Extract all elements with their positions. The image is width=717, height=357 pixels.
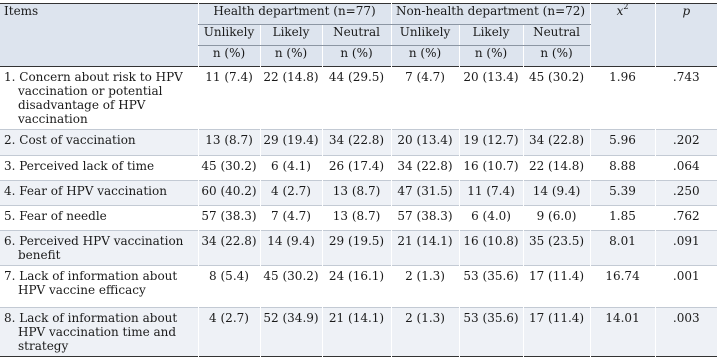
p-value: .743 — [672, 70, 700, 84]
health-unlikely-value: 60 (40.2) — [201, 184, 257, 198]
nonhealth-unlikely-value: 2 (1.3) — [405, 311, 445, 325]
item-label: 4. Fear of HPV vaccination — [0, 181, 198, 206]
health-neutral-value: 24 (16.1) — [328, 269, 385, 283]
health-department-header: Health department (n=77) — [198, 4, 391, 25]
nonhealth-unlikely-header: Unlikely — [391, 25, 459, 46]
non-health-department-header: Non-health department (n=72) — [391, 4, 590, 25]
nonhealth-likely-header: Likely — [459, 25, 523, 46]
nonhealth-neutral-header: Neutral — [523, 25, 590, 46]
chi-square-value: 8.88 — [609, 159, 636, 173]
table-row — [0, 67, 717, 130]
nonhealth-likely-value: 53 (35.6) — [463, 311, 519, 325]
nonhealth-likely-value: 19 (12.7) — [463, 133, 519, 147]
p-value: .202 — [672, 133, 700, 147]
health-unlikely-value: 34 (22.8) — [201, 234, 257, 248]
health-likely-value: 7 (4.7) — [271, 209, 311, 223]
nonhealth-unlikely-value: 47 (31.5) — [397, 184, 453, 198]
table-row — [0, 308, 717, 357]
health-unlikely-header: Unlikely — [198, 25, 260, 46]
nonhealth-likely-value: 16 (10.8) — [463, 234, 519, 248]
nonhealth-neutral-value: 22 (14.8) — [528, 159, 585, 173]
health-neutral-value: 26 (17.4) — [328, 159, 385, 173]
health-likely-value: 4 (2.7) — [271, 184, 311, 198]
health-neutral-value: 13 (8.7) — [332, 209, 381, 223]
nonhealth-unlikely-value: 57 (38.3) — [397, 209, 453, 223]
health-likely-value: 22 (14.8) — [263, 70, 319, 84]
item-label: 5. Fear of needle — [4, 209, 107, 223]
nonhealth-unlikely-value: 2 (1.3) — [405, 269, 445, 283]
chi-square-value: 1.85 — [609, 209, 636, 223]
p-value: .003 — [672, 311, 700, 325]
item-label: 1. Concern about risk to HPV vaccination or potential disadvantage of HPV vaccination — [4, 70, 183, 126]
item-label: 3. Perceived lack of time — [4, 159, 155, 173]
p-value-header: p — [655, 4, 717, 67]
nonhealth-unlikely-value: 34 (22.8) — [397, 159, 453, 173]
p-value: .001 — [672, 269, 700, 283]
health-likely-header: Likely — [260, 25, 322, 46]
nonhealth-neutral-value: 14 (9.4) — [532, 184, 581, 198]
table-row — [0, 206, 717, 231]
nonhealth-unit-label: n (%) — [459, 46, 523, 67]
health-unlikely-value: 57 (38.3) — [201, 209, 257, 223]
chi-square-value: 14.01 — [605, 311, 640, 325]
nonhealth-neutral-value: 9 (6.0) — [536, 209, 577, 223]
nonhealth-unit-label: n (%) — [523, 46, 590, 67]
table-row — [0, 181, 717, 206]
nonhealth-likely-value: 53 (35.6) — [463, 269, 519, 283]
item-label: 8. Lack of information about HPV vaccination time and strategy — [0, 308, 198, 357]
p-value: .064 — [672, 159, 700, 173]
nonhealth-unlikely-value: 20 (13.4) — [397, 133, 453, 147]
item-label: 2. Cost of vaccination — [0, 130, 198, 156]
item-label: 7. Lack of information about HPV vaccine efficacy — [4, 269, 178, 297]
health-neutral-value: 44 (29.5) — [328, 70, 385, 84]
item-label: 6. Perceived HPV vaccination benefit — [0, 231, 198, 266]
chi-square-value: 5.39 — [609, 184, 636, 198]
health-unit-label: n (%) — [260, 46, 322, 67]
health-unlikely-value: 8 (5.4) — [209, 269, 249, 283]
health-likely-value: 29 (19.4) — [263, 133, 319, 147]
health-likely-value: 45 (30.2) — [263, 269, 319, 283]
chi-square-value: 5.96 — [609, 133, 636, 147]
nonhealth-likely-value: 20 (13.4) — [463, 70, 519, 84]
nonhealth-neutral-value: 35 (23.5) — [528, 234, 585, 248]
results-table — [0, 3, 717, 357]
table-row — [0, 156, 717, 181]
chi-square-value: 16.74 — [605, 269, 640, 283]
nonhealth-neutral-value: 17 (11.4) — [528, 269, 585, 283]
health-likely-value: 6 (4.1) — [271, 159, 311, 173]
p-value: .091 — [672, 234, 700, 248]
health-neutral-value: 34 (22.8) — [328, 133, 385, 147]
nonhealth-unlikely-value: 7 (4.7) — [405, 70, 445, 84]
health-unlikely-value: 11 (7.4) — [205, 70, 253, 84]
p-value: .250 — [672, 184, 700, 198]
nonhealth-likely-value: 6 (4.0) — [471, 209, 511, 223]
health-neutral-value: 13 (8.7) — [332, 184, 381, 198]
nonhealth-likely-value: 11 (7.4) — [467, 184, 515, 198]
health-neutral-value: 21 (14.1) — [328, 311, 385, 325]
table-row — [0, 130, 717, 156]
chi-square-value: 1.96 — [609, 70, 636, 84]
health-unlikely-value: 4 (2.7) — [209, 311, 249, 325]
nonhealth-neutral-value: 34 (22.8) — [528, 133, 585, 147]
health-likely-value: 14 (9.4) — [267, 234, 315, 248]
health-likely-value: 52 (34.9) — [263, 311, 319, 325]
nonhealth-unlikely-value: 21 (14.1) — [397, 234, 453, 248]
table-row — [0, 266, 717, 308]
chi-square-value: 8.01 — [609, 234, 636, 248]
health-neutral-header: Neutral — [322, 25, 391, 46]
nonhealth-neutral-value: 17 (11.4) — [528, 311, 585, 325]
nonhealth-likely-value: 16 (10.7) — [463, 159, 519, 173]
table-row — [0, 231, 717, 266]
nonhealth-unit-label: n (%) — [391, 46, 459, 67]
health-unlikely-value: 13 (8.7) — [205, 133, 253, 147]
health-unit-label: n (%) — [322, 46, 391, 67]
nonhealth-neutral-value: 45 (30.2) — [528, 70, 585, 84]
health-neutral-value: 29 (19.5) — [328, 234, 385, 248]
p-value: .762 — [672, 209, 700, 223]
items-header: Items — [0, 4, 198, 67]
health-unlikely-value: 45 (30.2) — [201, 159, 257, 173]
health-unit-label: n (%) — [198, 46, 260, 67]
chi-square-header: $x^2$ — [590, 4, 655, 67]
